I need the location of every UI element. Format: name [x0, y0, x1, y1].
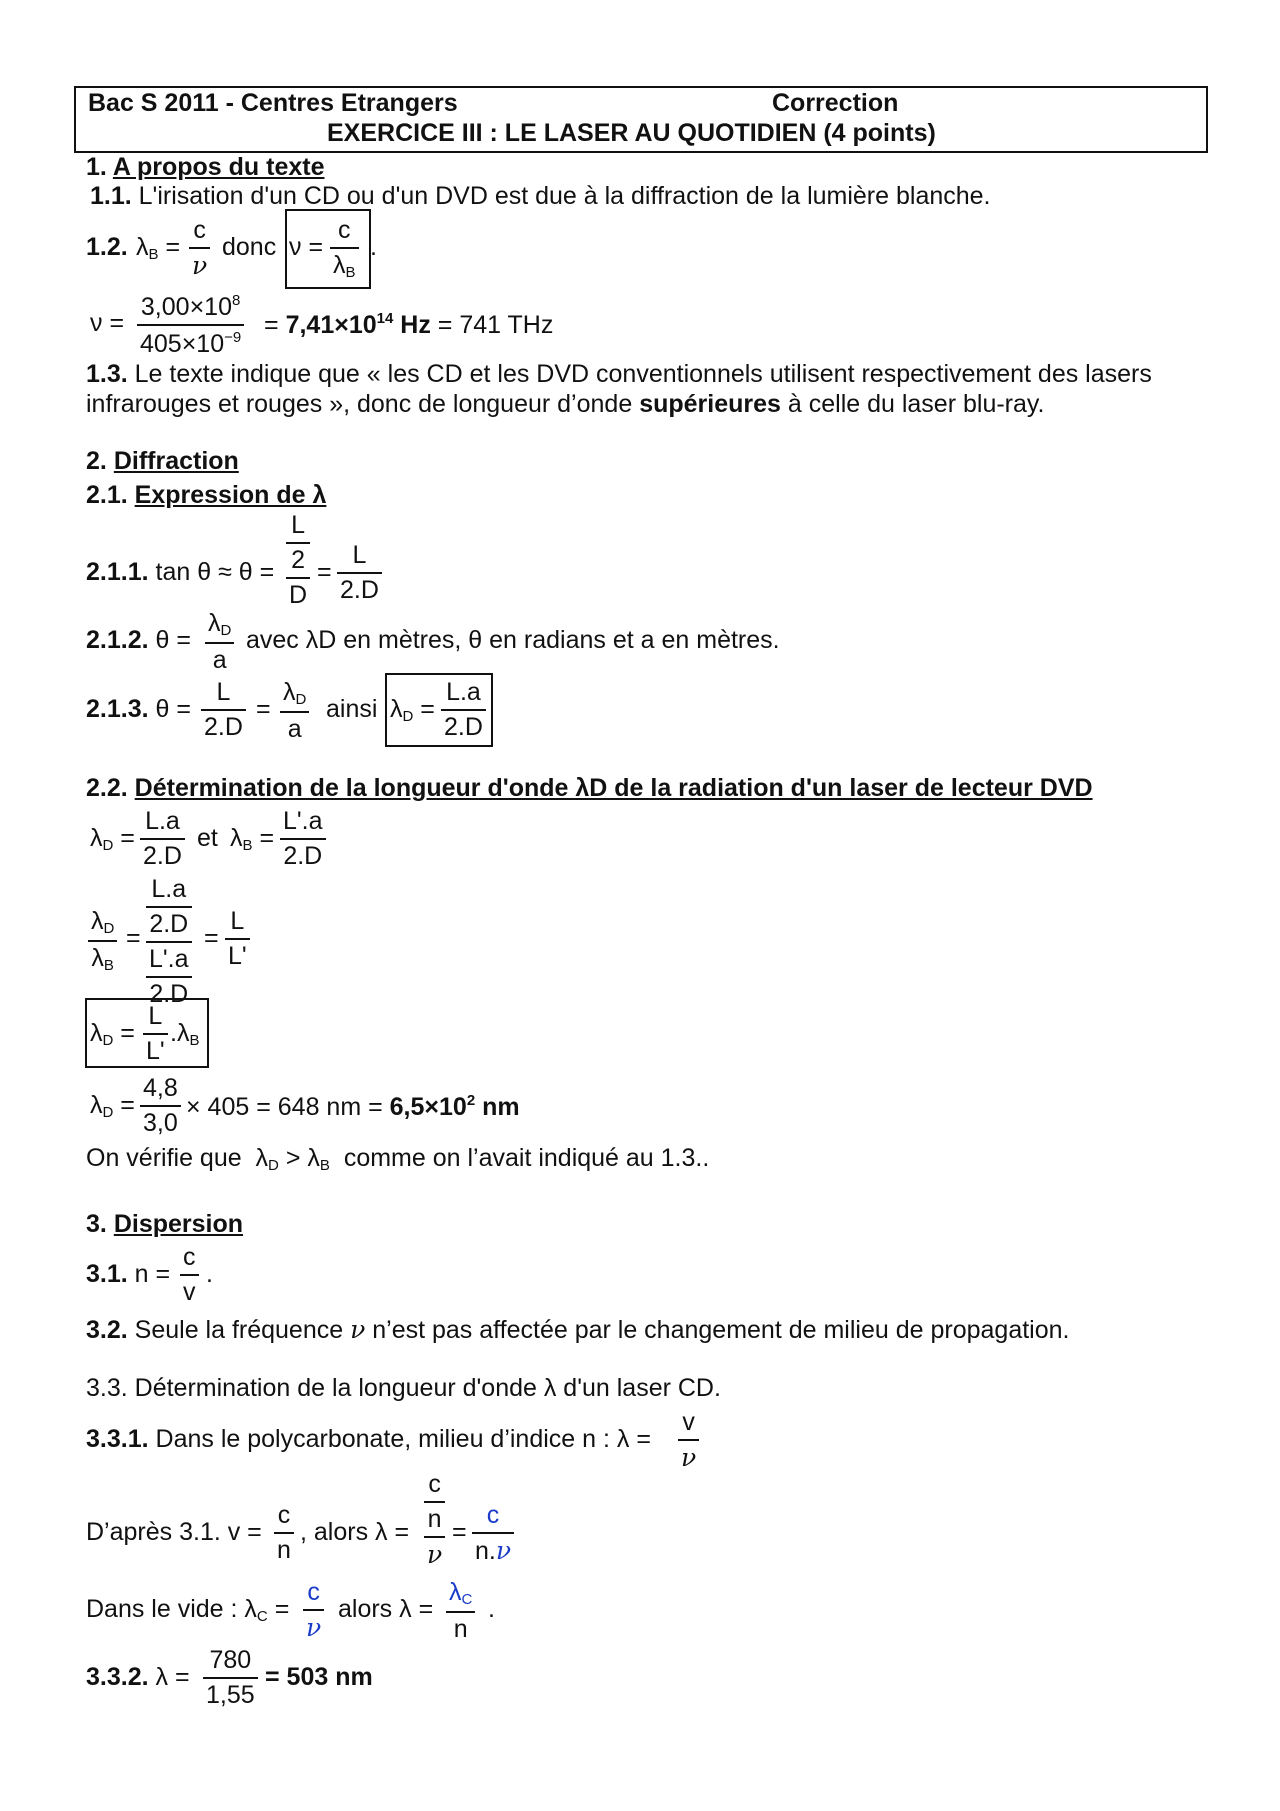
eq1-fraction-2: L'.a 2.D: [280, 809, 326, 869]
header-label: Correction: [772, 89, 899, 117]
fraction-l-over-2d: L 2.D: [337, 543, 382, 603]
fraction-v-over-nu: v ν: [678, 1410, 699, 1470]
section-3-heading: 3. Dispersion: [86, 1210, 244, 1238]
fraction-lambda-d-over-a-b: $\lambda_D$ a: [280, 680, 309, 742]
apres-text: D’après 3.1. v =: [86, 1518, 262, 1546]
answer-3-2: 3.2. Seule la fréquence ν n’est pas affectée par le changement de milieu de propagation.: [86, 1315, 1070, 1344]
answer-2-1-3-lhs: 2.1.3. θ =: [86, 695, 191, 723]
fraction-c-over-n-nu: c n.ν: [472, 1503, 514, 1564]
nu-calc-lhs: ν =: [90, 309, 125, 337]
answer-3-3-1: 3.3.1. Dans le polycarbonate, milieu d’indice n : λ =: [86, 1425, 651, 1453]
eq4-lhs: $\lambda_D$ =: [90, 1091, 135, 1121]
answer-2-1-1: 2.1.1. tan θ ≈ θ =: [86, 558, 275, 586]
answer-3-1-end: .: [206, 1260, 213, 1288]
answer-3-1-lhs: 3.1. n =: [86, 1260, 171, 1288]
eq1-lhs: $\lambda_D$ =: [90, 824, 135, 854]
nu-lhs: ν =: [289, 233, 324, 261]
answer-1-3-line2: infrarouges et rouges », donc de longueur d’onde supérieures à celle du laser blu-ray.: [86, 390, 1045, 418]
eq2-equals-2: =: [204, 924, 219, 952]
equals: =: [317, 558, 332, 586]
exercise-title: EXERCICE III : LE LASER AU QUOTIDIEN (4 points): [327, 119, 936, 147]
equals-2: =: [256, 695, 271, 723]
fraction-lambda-c-over-n: $\lambda_C$ n: [446, 1580, 475, 1642]
eq3-fraction: L L': [143, 1004, 168, 1064]
lambda-b-lhs: $\lambda_B$ =: [136, 233, 181, 263]
answer-1-3-line1: 1.3. Le texte indique que « les CD et les DVD conventionnels utilisent respectivement des lasers: [86, 360, 1152, 388]
boxed-lambda-d-lhs: $\lambda_D$ =: [390, 695, 435, 725]
ratio-lambda-d-lambda-b: $\lambda_D$ $\lambda_B$: [88, 909, 117, 973]
answer-3-3: 3.3. Détermination de la longueur d'onde λ d'un laser CD.: [86, 1374, 721, 1402]
fraction-c-over-lambda-b: c $\lambda_B$: [330, 218, 359, 280]
fraction-c-over-nu-blue: c ν: [303, 1580, 324, 1640]
answer-1-1: 1.1. L'irisation d'un CD ou d'un DVD est due à la diffraction de la lumière blanche.: [90, 182, 991, 210]
apres-equals: =: [452, 1518, 467, 1546]
answer-1-2-num: 1.2.: [86, 233, 128, 261]
fraction-lambda-d-over-a: $\lambda_D$ a: [205, 611, 234, 673]
vide-end: .: [488, 1595, 495, 1623]
compound-fraction: L.a 2.D L'.a 2.D: [146, 877, 192, 1007]
eq1-fraction-1: L.a 2.D: [140, 809, 185, 869]
fraction-l-half-over-d: L 2 D: [286, 513, 310, 608]
fraction-c-over-v: c v: [180, 1245, 199, 1305]
donc-text: donc: [222, 233, 277, 261]
nu-calc-fraction: $3,00\times 10^8$ $405\times 10^{-9}$: [137, 293, 244, 357]
verification-line: On vérifie que $\lambda_D > \lambda_B$ comme on l’avait indiqué au 1.3..: [86, 1144, 710, 1174]
vide-text: Dans le vide : $\lambda_C$ =: [86, 1595, 290, 1625]
fraction-c-over-nu: c ν: [189, 218, 210, 278]
eq3-rest: $.\lambda_B$: [170, 1019, 200, 1049]
eq1-lhs-2: $\lambda_B$ =: [230, 824, 275, 854]
eq4-result: × 405 = 648 nm = $6,5\times 10^2$ nm: [186, 1092, 520, 1121]
vide-alors: alors λ =: [338, 1595, 434, 1623]
answer-2-1-2-text: avec λD en mètres, θ en radians et a en mètres.: [246, 626, 780, 654]
answer-3-3-2-lhs: 3.3.2. λ =: [86, 1663, 190, 1691]
fraction-la-over-2d: L.a 2.D: [441, 680, 486, 740]
section-2-heading: 2. Diffraction: [86, 447, 239, 475]
compound-c-n-nu: c n ν: [424, 1472, 445, 1567]
fraction-l-over-2d-b: L 2.D: [201, 680, 246, 740]
section-2-2-heading: 2.2. Détermination de la longueur d'onde λD de la radiation d'un laser de lecteur DVD: [86, 774, 1093, 802]
section-2-1-heading: 2.1. Expression de λ: [86, 481, 327, 509]
fraction-l-over-l-prime: L L': [225, 909, 250, 969]
apres-alors: , alors λ =: [300, 1518, 410, 1546]
answer-3-3-2-result: = 503 nm: [265, 1663, 373, 1691]
ainsi-text: ainsi: [326, 695, 378, 723]
section-1-heading: 1. A propos du texte: [86, 153, 325, 181]
eq2-equals: =: [126, 924, 141, 952]
eq4-fraction: 4,8 3,0: [140, 1076, 181, 1136]
fraction-c-over-n: c n: [274, 1503, 294, 1563]
answer-2-1-2-lhs: 2.1.2. θ =: [86, 626, 191, 654]
nu-calc-result: = $7,41\times 10^{14}$ Hz = 741 THz: [264, 310, 554, 339]
eq3-lhs: $\lambda_D$ =: [90, 1019, 135, 1049]
header-title: Bac S 2011 - Centres Etrangers: [88, 89, 458, 117]
fraction-780-over-155: 780 1,55: [203, 1648, 258, 1708]
eq1-et: et: [197, 824, 218, 852]
period: .: [370, 233, 377, 261]
